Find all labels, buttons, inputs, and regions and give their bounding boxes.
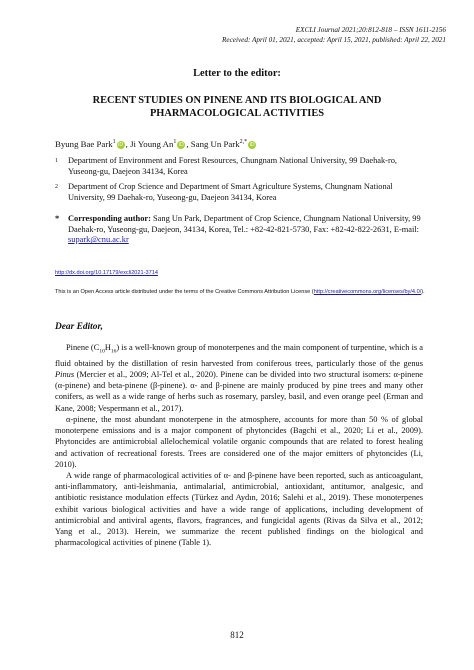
corresponding-text [68, 214, 425, 246]
license-notice [55, 289, 425, 296]
publication-dates: Received: April 01, 2021, accepted: April 15, 2021, published: April 22, 2021 [222, 36, 446, 44]
journal-header [222, 25, 446, 45]
paragraph-text: Pinene (C [66, 343, 100, 352]
article-type: Letter to the editor: [193, 68, 281, 79]
author-affiliation-mark: 1 [112, 139, 116, 145]
affiliation [55, 182, 425, 203]
author-affiliation-mark: 1 [173, 139, 177, 145]
affiliation-number: 2 [55, 184, 58, 190]
orcid-icon[interactable]: iD [118, 141, 124, 148]
affiliation-number: 1 [55, 158, 58, 164]
orcid-icon[interactable]: iD [178, 141, 184, 148]
doi-link[interactable]: http://dx.doi.org/10.17179/excli2021-3714 [55, 270, 158, 276]
license-link[interactable]: http://creativecommons.org/licenses/by/4.0/ [313, 289, 422, 295]
paragraph-text: (Mercier et al., 2009; Al-Tel et al., 2020). Pinene can be divided into two structural isomers: α-pinene (α-pinene) and beta-pinene (β-pinene). α- and β-pinene are mainly produced by pine trees and many other conifers, as well as a wide range of herbs such as rosemary, parsley, basil, and even orange peel (Erman and Kane, 2008; Vespermann et al., 2017). [55, 370, 423, 413]
author-list [55, 137, 257, 150]
author-separator: , [125, 138, 131, 149]
journal-citation: EXCLI Journal 2021;20:812-818 – ISSN 1611-2156 [295, 26, 446, 34]
affiliation [55, 156, 425, 177]
corresponding-author [55, 214, 425, 246]
body-paragraph [55, 342, 423, 414]
email-link[interactable]: supark@cnu.ac.kr [68, 235, 129, 245]
author-name: Ji Young An [130, 138, 174, 149]
corresponding-details: Sang Un Park, Department of Crop Science, Chungnam National University, 99 Daehak-ro, Yuseong-gu, Daejeon, 34134, Korea, Tel.: +82-42-821-5730, Fax: +82-42-822-2631, E-mail: [68, 214, 421, 234]
subscript: 16 [110, 348, 117, 355]
author-name: Byung Bae Park [55, 138, 113, 149]
author-affiliation-mark: 2,* [239, 139, 248, 145]
orcid-icon[interactable]: iD [249, 141, 255, 148]
doi-line [55, 270, 425, 277]
author-name: Sang Un Park [190, 138, 240, 149]
affiliation-text: Department of Environment and Forest Resources, Chungnam National University, 99 Daehak-ro, Yuseong-gu, Daejeon 34134, Korea [68, 156, 398, 176]
article-title: RECENT STUDIES ON PINENE AND ITS BIOLOGICAL AND PHARMACOLOGICAL ACTIVITIES [92, 95, 382, 119]
paragraph-text: ) is a well-known group of monoterpenes and the main component of turpentine, which is a fluid obtained by the distillation of resin harvested from coniferous trees, particularly those of the genus [55, 343, 424, 368]
page-number: 812 [230, 630, 244, 640]
letter-body [55, 342, 423, 548]
author-separator: , [186, 138, 191, 149]
license-text: This is an Open Access article distributed under the terms of the Creative Commons Attribution License ( [55, 289, 314, 295]
paragraph-text: H [104, 343, 111, 352]
body-paragraph: α-pinene, the most abundant monoterpene in the atmosphere, accounts for more than 50 % of global monoterpene emissions and is a major component of phytoncides (Bagchi et al., 2020; Li et al., 2009). Phytoncides are antimicrobial allelochemical volatile organic compounds that are related to forest healing and activation of recreational forests. Trees are considered one of the major emitters of phytoncides (Li, 2010). [55, 414, 423, 469]
subscript: 10 [99, 348, 105, 355]
license-close: ). [421, 289, 425, 295]
body-paragraph: A wide range of pharmacological activities of α- and β-pinene have been reported, such as anticoagulant, anti-inflammatory, anti-leishmania, antimalarial, antimicrobial, antioxidant, antitumor, analgesic, and antibiotic resistance modulation effects (Türkez and Aydın, 2016; Salehi et al., 2019). These monoterpenes exhibit various biological activities and have a wide range of applications, including development of antimicrobial and antiviral agents, flavors, fragrances, and fungicidal agents (Rivas da Silva et al., 2012; Yang et al., 2013). Herein, we summarize the recent published findings on the biological and pharmacological activities of pinene (Table 1). [55, 470, 423, 548]
salutation: Dear Editor, [55, 322, 103, 332]
affiliation-text: Department of Crop Science and Department of Smart Agriculture Systems, Chungnam National University, 99 Daehak-ro, Yuseong-gu, Daejeon 34134, Korea [68, 182, 393, 202]
corresponding-label: Corresponding author: [68, 214, 151, 223]
corresponding-star: * [55, 214, 60, 223]
genus-name: Pinus [55, 370, 75, 380]
